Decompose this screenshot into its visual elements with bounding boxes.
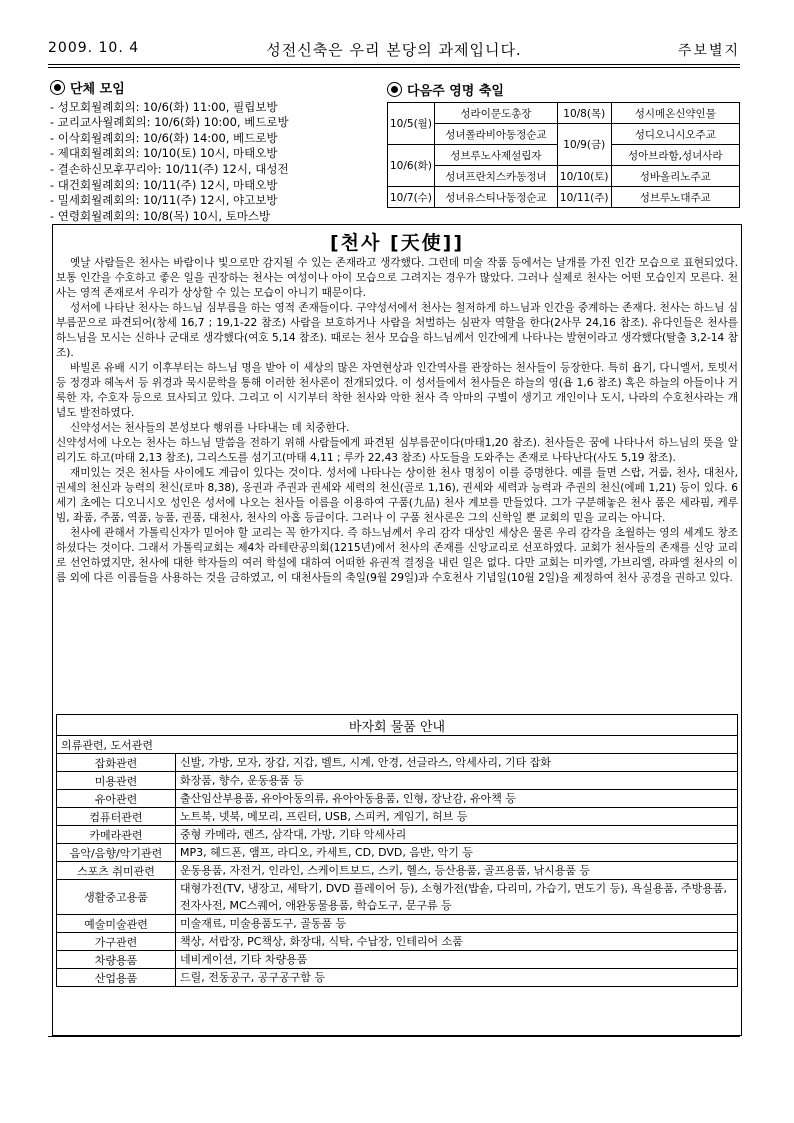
table-row	[388, 124, 740, 145]
bazaar-subtitle: 의류관련, 도서관련	[57, 736, 738, 754]
page-header	[48, 38, 740, 65]
article-paragraph: 옛날 사람들은 천사는 바람이나 빛으로만 감지될 수 있는 존재라고 생각했다. 그런데 미술 작품 등에서는 날개를 가진 인간 모습으로 표현되었다. 보통 인간을 수호하고 좋은 일을 권장하는 천사는 여성이나 아이 모습으로 그려지는 경우가 많았다. 그러나 실제로 천사는 어떤 모습인지 모른다. 천사는 영적 존재로서 우리가 상상할 수 있는 모습이 아니기 때문이다.	[56, 257, 738, 299]
feast-date: 10/7(수)	[388, 187, 435, 208]
table-row	[57, 862, 738, 880]
meeting-item: - 밀세회월례회의: 10/11(주) 12시, 야고보방	[50, 193, 278, 208]
table-row	[57, 826, 738, 844]
meeting-item: - 성모회월례회의: 10/6(화) 11:00, 필립보방	[50, 99, 278, 114]
bazaar-category: 잡화관련	[57, 754, 176, 772]
table-row	[57, 808, 738, 826]
feast-saint: 성라이문도총장	[434, 103, 557, 124]
bazaar-category: 차량용품	[57, 951, 176, 969]
bazaar-items: 책상, 서랍장, PC책상, 화장대, 식탁, 수납장, 인테리어 소품	[176, 933, 738, 951]
feast-saint: 성디오니시오주교	[611, 124, 739, 145]
feast-saint: 성녀폴라비아동정순교	[434, 124, 557, 145]
bazaar-category: 음악/음향/악기관련	[57, 844, 176, 862]
bazaar-items: 노트북, 넷북, 메모리, 프린터, USB, 스피커, 게임기, 허브 등	[176, 808, 738, 826]
feast-date: 10/9(금)	[557, 124, 611, 166]
article-body	[56, 256, 738, 586]
bazaar-category: 예술미술관련	[57, 915, 176, 933]
bazaar-items: MP3, 헤드폰, 앰프, 라디오, 카세트, CD, DVD, 음반, 악기 등	[176, 844, 738, 862]
table-row	[388, 103, 740, 124]
bazaar-category: 생활중고용품	[57, 880, 176, 915]
meeting-item: - 이삭회월례회의: 10/6(화) 14:00, 베드로방	[50, 130, 278, 145]
table-row	[57, 715, 738, 736]
bazaar-items: 운동용품, 자전거, 인라인, 스케이트보드, 스키, 헬스, 등산용품, 골프용품, 낚시용품 등	[176, 862, 738, 880]
table-row	[57, 736, 738, 754]
table-row	[57, 969, 738, 987]
group-meetings-title: 단체 모임	[50, 80, 380, 98]
bazaar-category: 카메라관련	[57, 826, 176, 844]
header-divider	[48, 67, 740, 68]
bazaar-items: 미술재료, 미술용품도구, 골동품 등	[176, 915, 738, 933]
table-row	[57, 844, 738, 862]
bullet-circle-icon	[387, 82, 402, 97]
meeting-item: - 제대회월례회의: 10/10(토) 10시, 마태오방	[50, 146, 278, 161]
table-row	[57, 754, 738, 772]
feast-day-title: 다음주 영명 축일	[387, 80, 743, 99]
bazaar-category: 미용관련	[57, 772, 176, 790]
footer-divider	[48, 1036, 740, 1037]
feast-date: 10/11(주)	[557, 187, 611, 208]
bazaar-section	[56, 714, 738, 987]
article-paragraph: 신약성서에 나오는 천사는 하느님 말씀을 전하기 위해 사람들에게 파견된 심부름꾼이다(마태1,20 참조). 천사들은 꿈에 나타나서 하느님의 뜻을 알리기도 하고(마태 2,13 참조), 그리스도를 섬기고(마태 4,11 ; 루카 22,43 참조) 사도들을 도와주는 존재로 나타난다(사도 5,19 참조).	[56, 437, 738, 464]
feast-saint: 성아브라함,성녀사라	[611, 145, 739, 166]
bazaar-items: 대형가전(TV, 냉장고, 세탁기, DVD 플레이어 등), 소형가전(밥솥, 다리미, 가습기, 면도기 등), 욕실용품, 주방용품, 전자사전, MC스퀘어, 애완동물용품, 학습도구, 문구류 등	[176, 880, 738, 915]
bazaar-category: 컴퓨터관련	[57, 808, 176, 826]
header-date: 2009. 10. 4	[48, 40, 140, 56]
table-row	[57, 880, 738, 915]
table-row	[57, 951, 738, 969]
table-row	[388, 166, 740, 187]
bazaar-category: 가구관련	[57, 933, 176, 951]
bazaar-items: 중형 카메라, 렌즈, 삼각대, 가방, 기타 악세사리	[176, 826, 738, 844]
group-meetings-section	[50, 80, 380, 224]
table-row	[388, 187, 740, 208]
table-row	[57, 790, 738, 808]
header-label: 주보별지	[677, 43, 740, 59]
meeting-item: - 교리교사월례회의: 10/6(화) 10:00, 베드로방	[50, 115, 289, 130]
feast-date: 10/6(화)	[388, 145, 435, 187]
table-row	[57, 915, 738, 933]
table-row	[57, 933, 738, 951]
article-paragraph: 신약성서는 천사들의 본성보다 행위를 나타내는 데 치중한다.	[70, 422, 350, 434]
feast-saint: 성시메온신약인물	[611, 103, 739, 124]
article-paragraph: 바빌론 유배 시기 이후부터는 하느님 명을 받아 이 세상의 많은 자연현상과 인간역사를 관장하는 천사들이 등장한다. 특히 욥기, 다니엘서, 토빗서 등 정경과 헤녹서 등 위경과 묵시문학을 통해 이러한 천사론이 전개되었다. 이 성서들에서 천사들은 하늘의 영(욥 1,6 참조) 혹은 하늘의 아들이나 거룩한 자, 수호자 등으로 묘사되고 있다. 그리고 이 시기부터 착한 천사와 악한 천사 즉 악마의 구별이 생기고 개인이나 도시, 나라의 수호천사라는 개념도 발전하였다.	[56, 362, 738, 419]
bazaar-category: 스포츠 취미관련	[57, 862, 176, 880]
bazaar-category: 유아관련	[57, 790, 176, 808]
feast-saint: 성녀프란치스카동정녀	[434, 166, 557, 187]
bazaar-items: 신발, 가방, 모자, 장갑, 지갑, 벨트, 시계, 안경, 선글라스, 악세사리, 기타 잡화	[176, 754, 738, 772]
article-paragraph: 재미있는 것은 천사들 사이에도 계급이 있다는 것이다. 성서에 나타나는 상이한 천사 명칭이 이를 증명한다. 예를 들면 스랍, 거룹, 천사, 대천사, 권세의 천신과 능력의 천신(로마 8,38), 옹권과 주권과 권세와 세력의 천신(골로 1,16), 권세와 세력과 능력과 주권의 천신(에페 1,21) 등이 있다. 6세기 초에는 디오니시오 성인은 성서에 나오는 천사들 이름을 이용하여 구품(九品) 천사 계보를 만들었다. 그가 구분해놓은 천사 품은 세라핌, 케루빔, 좌품, 주품, 역품, 능품, 권품, 대천사, 천사의 아홉 등급이다. 그러나 이 구품 천사론은 그의 신학일 뿐 교회의 믿을 교리는 아니다.	[56, 467, 738, 524]
bazaar-title: 바자회 물품 안내	[57, 715, 738, 736]
meeting-item: - 결손하신모후꾸리아: 10/11(주) 12시, 대성전	[50, 161, 289, 176]
bazaar-items: 네비게이션, 기타 차량용품	[176, 951, 738, 969]
bazaar-items: 드릴, 전동공구, 공구공구함 등	[176, 969, 738, 987]
feast-saint: 성브루노대주교	[611, 187, 739, 208]
feast-day-table	[387, 102, 740, 208]
feast-saint: 성바올리노주교	[611, 166, 739, 187]
article-paragraph: 천사에 관해서 가톨릭신자가 믿어야 할 교리는 꼭 한가지다. 즉 하느님께서 우리 감각 대상인 세상은 물론 우리 감각을 초월하는 영의 세계도 창조하셨다는 것이다. 그래서 가톨릭교회는 제4차 라테란공의회(1215년)에서 천사의 존재를 신앙교리로 선포하였다. 교회가 천사들의 존재를 신앙 교리로 선언하였지만, 천사에 대한 학자들의 여러 학설에 대하여 어떠한 유권적 결정을 내린 일은 없다. 다만 교회는 미카엘, 가브리엘, 라파엘 천사의 이름 외에 다른 이름들을 사용하는 것을 금하였고, 이 대천사들의 축일(9월 29일)과 수호천사 기념일(10월 2일)을 제정하여 천사 공경을 권하고 있다.	[56, 527, 738, 584]
article-title: [천사 [天使]]	[329, 232, 465, 254]
meeting-item: - 연령회월례회의: 10/8(목) 10시, 토마스방	[50, 208, 271, 223]
feast-date: 10/8(목)	[557, 103, 611, 124]
bullet-circle-icon	[50, 80, 65, 95]
meeting-item: - 대건회월례회의: 10/11(주) 12시, 마태오방	[50, 177, 278, 192]
feast-saint: 성녀유스티나동정순교	[434, 187, 557, 208]
feast-date: 10/5(월)	[388, 103, 435, 145]
feast-saint: 성브루노사제설립자	[434, 145, 557, 166]
bazaar-category: 산업용품	[57, 969, 176, 987]
table-row	[57, 772, 738, 790]
bazaar-items: 출산임산부용품, 유아아동의류, 유아아동용품, 인형, 장난감, 유아책 등	[176, 790, 738, 808]
feast-date: 10/10(토)	[557, 166, 611, 187]
article-paragraph: 성서에 나타난 천사는 하느님 심부름을 하는 영적 존재들이다. 구약성서에서 천사는 철저하게 하느님과 인간을 중계하는 존재다. 천사는 하느님 심부름꾼으로 파견되어(창세 16,7 ; 19,1-22 참조) 사람을 보호하거나 사람을 처벌하는 심판자 역할을 한다(2사무 24,16 참조). 유다인들은 천사를 하느님을 모시는 신하나 군대로 생각했다(여호 5,14 참조). 때로는 천사 모습을 하느님께서 인간에게 나타나는 발현이라고 생각했다(탈출 3,2-14 참조).	[56, 302, 738, 359]
bazaar-table	[56, 714, 738, 987]
feast-day-section	[387, 80, 743, 208]
header-title: 성전신축은 우리 본당의 과제입니다.	[266, 41, 522, 59]
bazaar-items: 화장품, 향수, 운동용품 등	[176, 772, 738, 790]
